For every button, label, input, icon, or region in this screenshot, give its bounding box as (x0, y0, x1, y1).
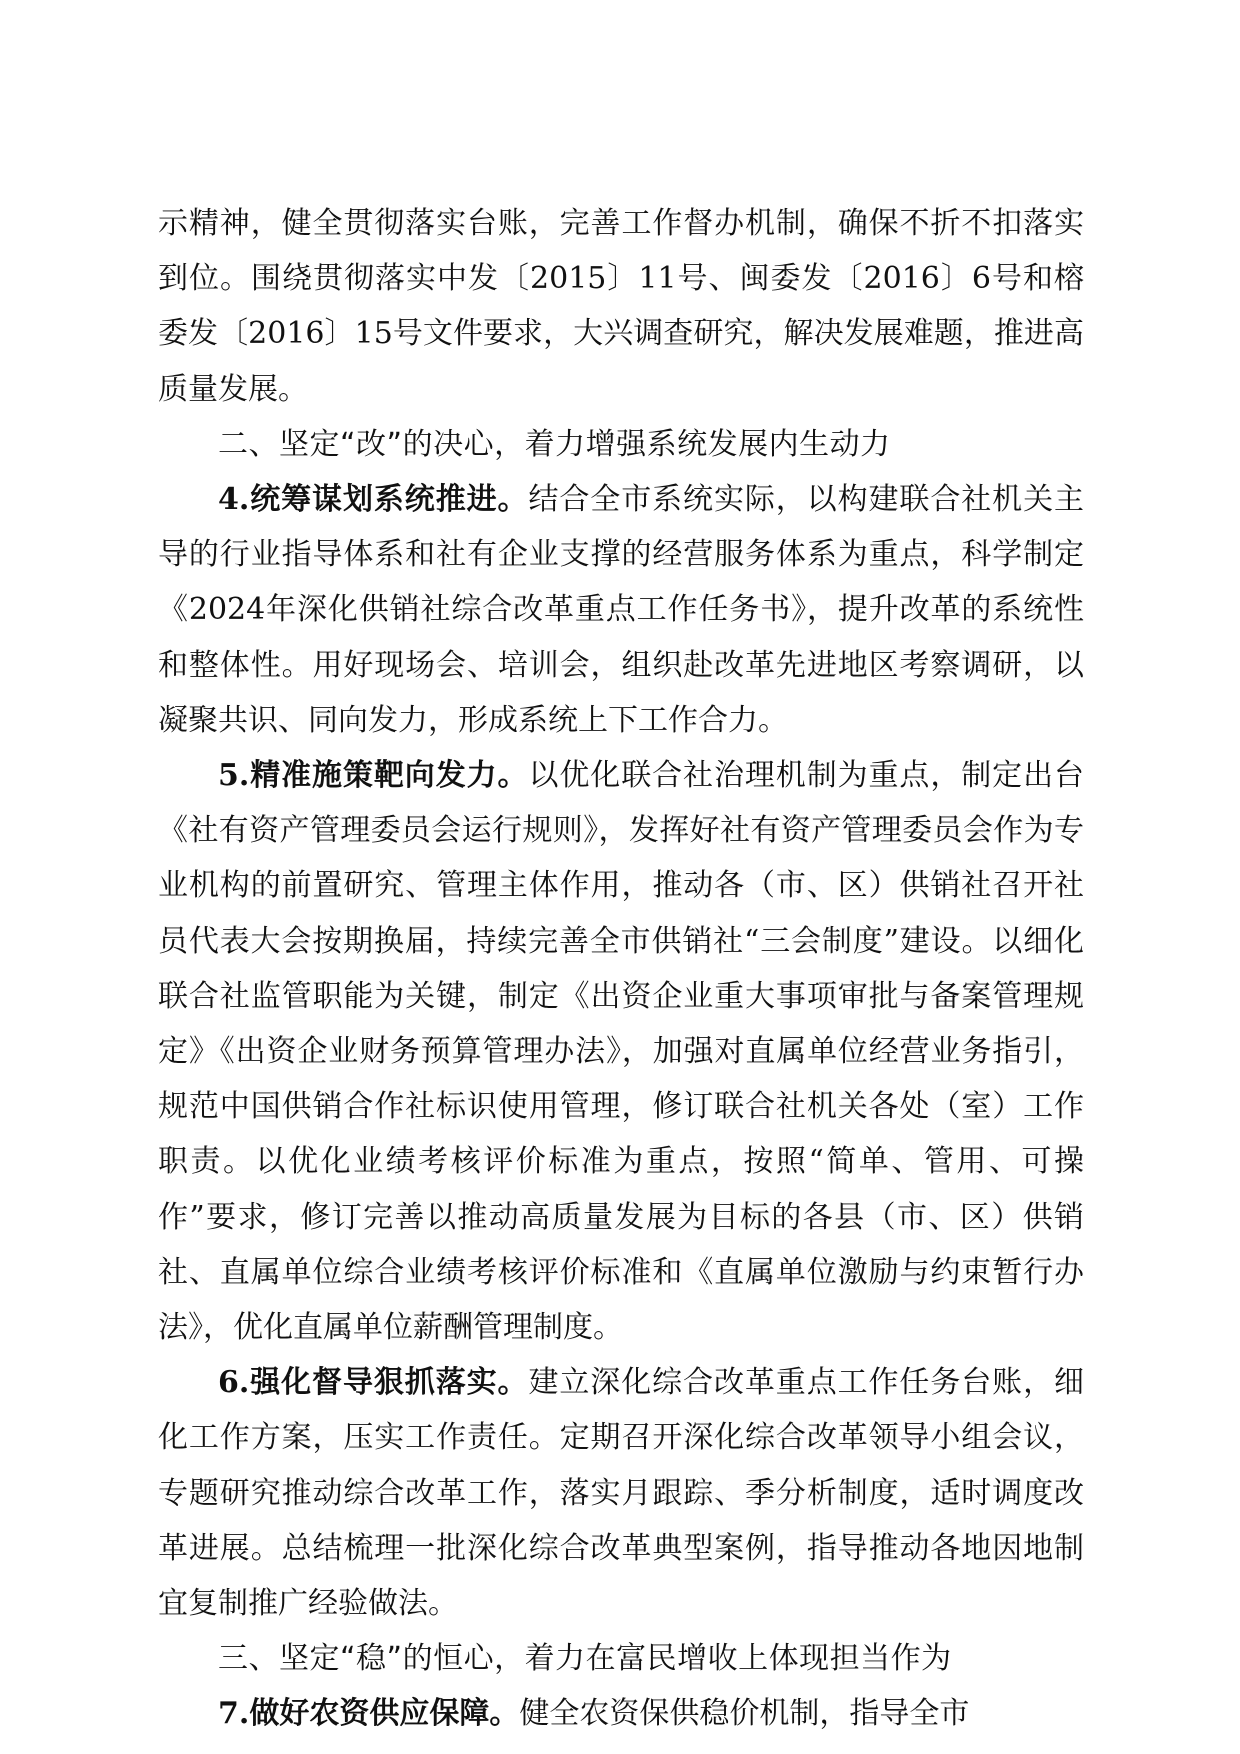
section-heading-3: 三、坚定“稳”的恒心，着力在富民增收上体现担当作为 (218, 1641, 952, 1677)
item-6-body: 建立深化综合改革重点工作任务台账，细化工作方案，压实工作责任。定期召开深化综合改革领导小组会议，专题研究推动综合改革工作，落实月跟踪、季分析制度，适时调度改革进展。总结梳理一批深化综合改革典型案例，指导推动各地因地制宜复制推广经验做法。 (158, 1365, 1085, 1622)
item-5-title: 5.精准施策靶向发力。 (218, 758, 529, 794)
item-4-title: 4.统筹谋划系统推进。 (218, 482, 529, 518)
item-5-body: 以优化联合社治理机制为重点，制定出台《社有资产管理委员会运行规则》，发挥好社有资产管理委员会作为专业机构的前置研究、管理主体作用，推动各（市、区）供销社召开社员代表大会按期换届，持续完善全市供销社“三会制度”建设。以细化联合社监管职能为关键，制定《出资企业重大事项审批与备案管理规定》《出资企业财务预算管理办法》，加强对直属单位经营业务指引，规范中国供销合作社标识使用管理，修订联合社机关各处（室）工作职责。以优化业绩考核评价标准为重点，按照“简单、管用、可操作”要求，修订完善以推动高质量发展为目标的各县（市、区）供销社、直属单位综合业绩考核评价标准和《直属单位激励与约束暂行办法》，优化直属单位薪酬管理制度。 (158, 758, 1085, 1346)
item-4-body: 结合全市系统实际，以构建联合社机关主导的行业指导体系和社有企业支撑的经营服务体系为重点，科学制定《2024年深化供销社综合改革重点工作任务书》，提升改革的系统性和整体性。用好现场会、培训会，组织赴改革先进地区考察调研，以凝聚共识、同向发力，形成系统上下工作合力。 (158, 482, 1085, 738)
item-6-paragraph (158, 1355, 1084, 1631)
item-7-paragraph (158, 1686, 1084, 1741)
item-7-body: 健全农资保供稳价机制，指导全市 (519, 1696, 970, 1732)
document-body (158, 196, 1084, 1742)
item-7-title: 7.做好农资供应保障。 (218, 1696, 520, 1732)
item-4-paragraph (158, 472, 1084, 748)
intro-paragraph: 示精神，健全贯彻落实台账，完善工作督办机制，确保不折不扣落实到位。围绕贯彻落实中发〔2015〕11号、闽委发〔2016〕6号和榕委发〔2016〕15号文件要求，大兴调查研究，解决发展难题，推进高质量发展。 (158, 206, 1084, 407)
item-6-title: 6.强化督导狠抓落实。 (218, 1365, 529, 1401)
item-5-paragraph (158, 748, 1084, 1355)
section-heading-2: 二、坚定“改”的决心，着力增强系统发展内生动力 (218, 426, 891, 462)
